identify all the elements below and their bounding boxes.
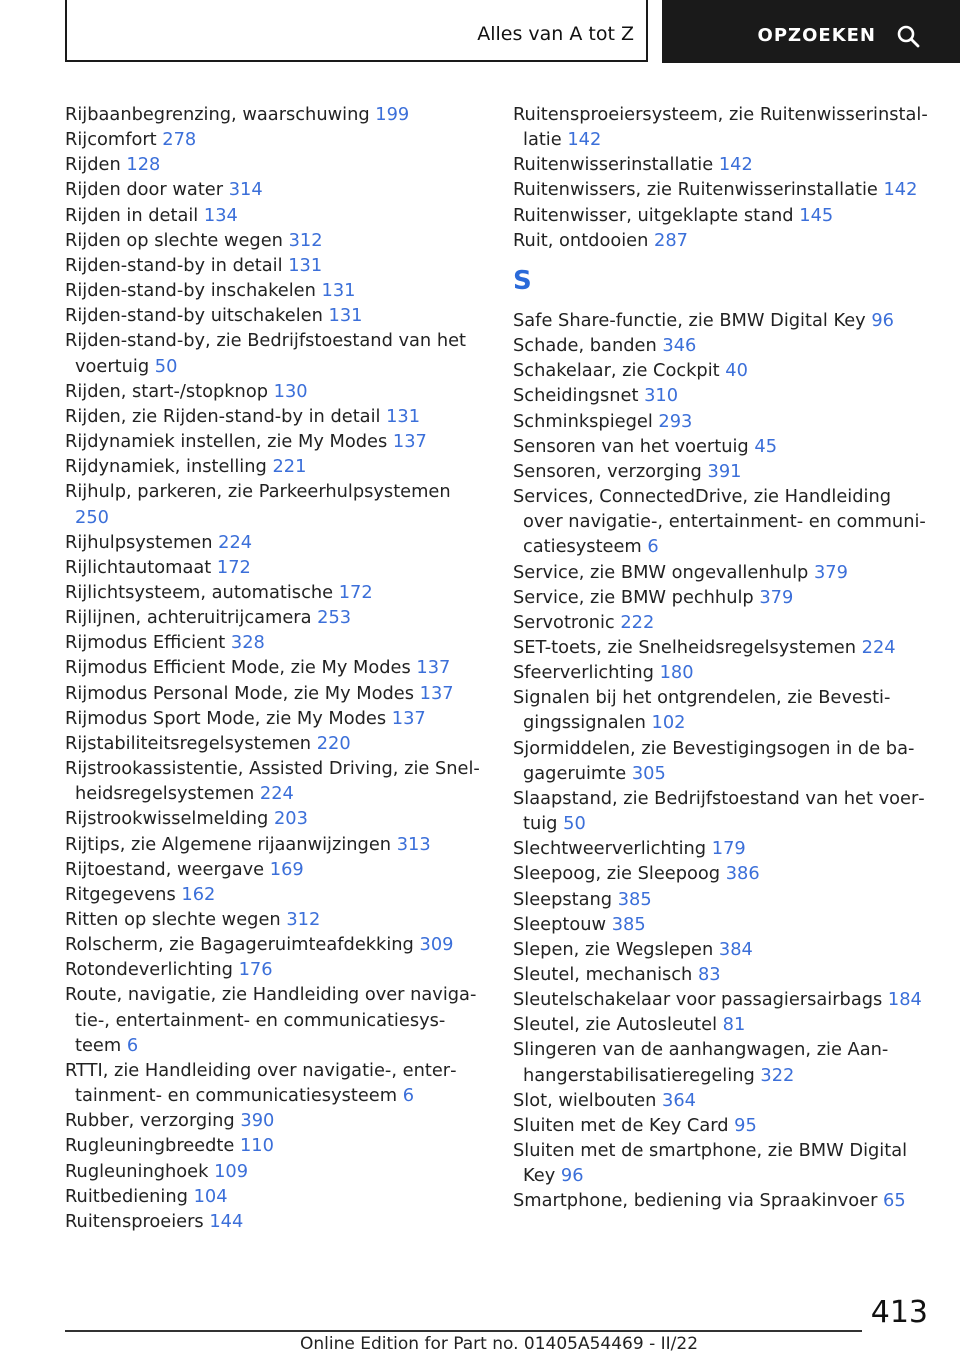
page-reference-link[interactable]: 95 [734,1114,757,1136]
index-entry-text: Sleepstang [513,888,618,910]
index-entry [513,987,928,1012]
page-reference-link[interactable]: 379 [813,561,848,583]
search-icon [896,24,920,52]
page-reference-link[interactable]: 6 [647,536,659,558]
index-entry-text: Rijden, zie Rijden-stand-by in detail [65,405,387,427]
page-reference-link[interactable]: 179 [711,838,746,860]
page-reference-link[interactable]: 137 [419,682,454,704]
index-entry [513,152,928,177]
index-entry-text: Rijhulp, parkeren, zie Parkeerhulpsystemen [65,481,451,503]
page-reference-link[interactable]: 102 [651,712,686,734]
page-reference-link[interactable]: 83 [697,964,721,985]
page-reference-link[interactable]: 50 [154,355,178,377]
index-entry-text: Rijhulpsystemen [65,531,219,553]
page-reference-link[interactable]: 162 [181,883,216,905]
index-entry-text: Rijdynamiek, instelling [65,456,273,478]
index-entry [513,660,928,685]
page-reference-link[interactable]: 137 [391,707,426,729]
index-entry-text: Sensoren, verzorging [513,460,708,482]
index-entry [65,932,485,957]
index-entry-text: Safe Share-functie, zie BMW Digital Key [513,309,872,331]
page-reference-link[interactable]: 222 [620,611,655,633]
page-reference-link[interactable]: 224 [218,531,253,553]
index-entry-text: Rijden-stand-by inschakelen [65,280,322,302]
page-reference-link[interactable]: 305 [631,762,666,784]
index-entry-text: Rijden-stand-by uitschakelen [65,305,329,327]
index-entry-text: Schminkspiegel [513,410,659,432]
page-reference-link[interactable]: 65 [883,1190,906,1212]
page-reference-link[interactable]: 134 [203,204,238,226]
index-entry-text: Ruitbediening [65,1185,194,1207]
page-reference-link[interactable]: 104 [193,1185,228,1207]
index-entry [513,962,928,987]
index-entry-text: Rugleuningbreedte [65,1135,240,1157]
page-reference-link[interactable]: 221 [272,456,307,478]
index-entry-text: Rijden-stand-by in detail [65,254,289,276]
page-reference-link[interactable]: 131 [328,305,363,327]
index-entry-text: Rijden-stand-by, zie Bedrijfstoestand van het voertuig [65,330,467,377]
index-entry [513,736,928,786]
page-reference-link[interactable]: 145 [799,204,834,226]
page-reference-link[interactable]: 180 [659,662,694,684]
index-entry [513,1188,928,1213]
index-entry [513,383,928,408]
index-entry-text: Sleutel, zie Autosleutel [513,1014,723,1036]
index-entry-text: Service, zie BMW ongevallenhulp [513,561,814,583]
index-entry [513,1138,928,1188]
index-entry-text: SET-toets, zie Snelheidsregelsystemen [513,636,862,658]
page-reference-link[interactable]: 386 [725,863,760,885]
index-entry [513,786,928,836]
index-entry [65,404,485,429]
index-entry-text: Ruitenwisserinstallatie [513,154,719,176]
index-entry [65,882,485,907]
page-reference-link[interactable]: 45 [754,435,778,457]
index-entry-text: Rijstrookassistentie, Assisted Driving, zie Snelheidsregelsystemen [65,758,480,805]
index-entry [513,102,928,152]
index-entry [513,1012,928,1037]
index-entry-text: Slingeren van de aanhangwagen, zie Aanhangerstabilisatieregeling [513,1039,889,1086]
index-entry [513,937,928,962]
page-reference-link[interactable]: 96 [871,309,894,331]
index-entry [65,479,485,529]
page-reference-link[interactable]: 379 [759,586,794,608]
index-entry-text: Slechtweerverlichting [513,838,712,860]
page-reference-link[interactable]: 137 [392,431,427,453]
index-entry [513,1037,928,1087]
index-entry [65,127,485,152]
index-entry [65,957,485,982]
page-reference-link[interactable]: 184 [887,989,922,1011]
index-entry [65,203,485,228]
index-entry [65,907,485,932]
page-reference-link[interactable]: 6 [126,1034,139,1056]
page-reference-link[interactable]: 328 [230,632,265,654]
index-entry [65,580,485,605]
index-entry-text: Rolscherm, zie Bagageruimteafdekking [65,934,420,956]
index-entry [513,635,928,660]
page-reference-link[interactable]: 172 [216,556,251,578]
index-entry [65,731,485,756]
index-entry-text: Sluiten met de smartphone, zie BMW Digital Key [513,1140,908,1187]
index-entry [65,832,485,857]
page-reference-link[interactable]: 385 [617,888,652,910]
index-entry-text: Route, navigatie, zie Handleiding over navigatie-, entertainment- en communicatiesysteem [65,984,477,1056]
page-reference-link[interactable]: 322 [760,1064,795,1086]
index-entry [65,278,485,303]
index-entry-text: Rijden in detail [65,204,204,226]
index-entry [513,610,928,635]
page-reference-link[interactable]: 40 [725,360,748,382]
index-entry-text: Rubber, verzorging [65,1110,241,1132]
index-entry [513,434,928,459]
page-reference-link[interactable]: 293 [658,410,693,432]
index-entry-text: Rijmodus Efficient [65,632,231,654]
index-entry-text: Sjormiddelen, zie Bevestigingsogen in de bagageruimte [513,737,915,784]
page-reference-link[interactable]: 314 [228,179,263,201]
page-reference-link[interactable]: 50 [563,813,586,835]
index-entry [65,1058,485,1108]
page-reference-link[interactable]: 128 [126,154,161,176]
page-reference-link[interactable]: 346 [662,335,697,357]
index-entry [65,555,485,580]
index-entry [65,429,485,454]
index-entry-text: Rijtoestand, weergave [65,858,270,880]
index-entry [513,358,928,383]
page-reference-link[interactable]: 364 [662,1089,696,1111]
index-entry-text: Ruitensproeiersysteem, zie Ruitenwisserinstallatie [513,104,928,151]
page-reference-link[interactable]: 312 [288,229,323,251]
index-entry [513,333,928,358]
index-entry-text: Ruit, ontdooien [513,229,655,251]
index-entry [65,756,485,806]
index-entry-text: Sensoren van het voertuig [513,435,755,457]
index-entry-text: Rijden [65,154,127,176]
index-entry-text: Ritten op slechte wegen [65,909,287,930]
index-entry [513,177,928,202]
index-entry [513,1113,928,1138]
edition-text: Online Edition for Part no. 01405A54469 - II/22 [300,1334,699,1354]
index-entry [513,203,928,228]
index-entry-text: Schade, banden [513,335,663,357]
index-entry [513,585,928,610]
index-entry [65,328,485,378]
index-column-right [513,102,928,1214]
index-entry [513,836,928,861]
index-entry [513,887,928,912]
page-reference-link[interactable]: 220 [316,732,351,754]
index-entry-text: Sleeptouw [513,913,612,935]
section-letter-heading: S [513,265,532,296]
index-entry [65,228,485,253]
page-reference-link[interactable]: 131 [386,405,421,427]
index-entry [513,228,928,253]
index-entry-text: Rijdynamiek instellen, zie My Modes [65,431,393,453]
page-reference-link[interactable]: 81 [722,1014,746,1036]
index-entry [513,685,928,735]
page-reference-link[interactable]: 130 [273,380,308,402]
section-tab[interactable] [65,0,648,62]
index-entry-text: Sleutel, mechanisch [513,964,698,985]
index-entry-text: Rijmodus Sport Mode, zie My Modes [65,707,392,729]
page-reference-link[interactable]: 144 [209,1210,244,1232]
page-reference-link[interactable]: 199 [375,104,410,125]
page-reference-link[interactable]: 172 [338,581,373,603]
index-entry [65,379,485,404]
index-entry-text: Signalen bij het ontgrendelen, zie Bevestigingssignalen [513,687,891,734]
page-reference-link[interactable]: 309 [419,934,454,956]
page-reference-link[interactable]: 253 [317,607,352,629]
page-reference-link[interactable]: 176 [238,959,273,981]
page-reference-link[interactable]: 391 [707,460,742,482]
section-title: Alles van A tot Z [477,23,634,45]
page-reference-link[interactable]: 312 [286,909,321,930]
page-header [0,0,960,66]
index-entry-text: Slepen, zie Wegslepen [513,938,719,960]
page-reference-link[interactable]: 137 [416,657,451,679]
index-entry-text: Ritgegevens [65,883,182,905]
index-entry [513,1088,928,1113]
lookup-tab[interactable] [662,0,960,63]
index-entry-text: Rijmodus Efficient Mode, zie My Modes [65,657,417,679]
index-entry-text: Rotondeverlichting [65,959,239,981]
page-reference-link[interactable]: 390 [240,1110,275,1132]
index-entry-text: Rijlijnen, achteruitrijcamera [65,607,318,629]
index-entry [513,912,928,937]
index-entry [65,1159,485,1184]
index-entry-text: Smartphone, bediening via Spraakinvoer [513,1190,884,1212]
index-entry-text: Sleutelschakelaar voor passagiersairbags [513,989,888,1011]
index-entry-text: Rijcomfort [65,129,163,151]
index-entry-text: RTTI, zie Handleiding over navigatie-, entertainment- en communicatiesysteem [65,1059,457,1107]
page-reference-link[interactable]: 385 [611,913,646,935]
page-reference-link[interactable]: 224 [259,783,294,805]
footer-divider [65,1330,862,1332]
index-entry-text: Rijmodus Personal Mode, zie My Modes [65,682,420,704]
index-entry-text: Ruitenwisser, uitgeklapte stand [513,204,800,226]
index-entry-text: Services, ConnectedDrive, zie Handleiding over navigatie-, entertainment- en communicatiesysteem [513,486,926,558]
page-reference-link[interactable]: 142 [567,129,602,151]
index-column-left [65,102,485,1234]
index-entry [65,857,485,882]
index-entry [513,560,928,585]
index-entry [65,706,485,731]
index-entry-text: Rijstrookwisselmelding [65,808,274,830]
page-reference-link[interactable]: 131 [288,254,323,276]
index-entry-text: Rijlichtsysteem, automatische [65,581,339,603]
index-entry [513,459,928,484]
page-reference-link[interactable]: 6 [402,1085,415,1107]
index-entry-text: Ruitenwissers, zie Ruitenwisserinstallatie [513,179,884,201]
index-entry-text: Rijden op slechte wegen [65,229,289,251]
lookup-label: OPZOEKEN [757,25,876,46]
index-entry-text: Slaapstand, zie Bedrijfstoestand van het voertuig [513,787,925,835]
index-entry-text: Rijden door water [65,179,229,201]
page-reference-link[interactable]: 250 [75,506,109,528]
index-entry-text: Schakelaar, zie Cockpit [513,360,726,382]
index-entry [65,806,485,831]
index-entry-text: Slot, wielbouten [513,1089,663,1111]
index-entry [65,177,485,202]
index-entry-text: Service, zie BMW pechhulp [513,586,760,608]
index-entry [65,681,485,706]
index-entry-text: Rijtips, zie Algemene rijaanwijzingen [65,833,397,855]
page-reference-link[interactable]: 142 [718,154,753,176]
index-entry-text: Rugleuninghoek [65,1160,215,1182]
index-entry-text: Servotronic [513,611,621,633]
index-entry [65,530,485,555]
page-reference-link[interactable]: 110 [239,1135,274,1157]
index-entry [65,630,485,655]
index-entry [65,982,485,1057]
index-entry [513,484,928,559]
index-entry-text: Rijbaanbegrenzing, waarschuwing [65,104,376,125]
index-entry [65,1209,485,1234]
index-entry [65,1184,485,1209]
index-entry [65,655,485,680]
page-reference-link[interactable]: 96 [560,1165,584,1187]
index-entry-text: Sfeerverlichting [513,662,660,684]
index-entry [65,102,485,127]
page-reference-link[interactable]: 142 [883,179,918,201]
index-entry [65,605,485,630]
index-entry [65,454,485,479]
index-entry-text: Rijlichtautomaat [65,556,217,578]
page-reference-link[interactable]: 131 [321,280,356,302]
index-entry [65,152,485,177]
index-entry-text: Scheidingsnet [513,385,645,407]
page-reference-link[interactable]: 310 [644,385,679,407]
index-entry [513,409,928,434]
page-reference-link[interactable]: 109 [214,1160,249,1182]
page-reference-link[interactable]: 384 [718,938,753,960]
index-entry [65,253,485,278]
index-entry-text: Rijden, start-/stopknop [65,380,274,402]
page-reference-link[interactable]: 287 [654,229,688,251]
index-entry-text: Sleepoog, zie Sleepoog [513,863,726,885]
page-reference-link[interactable]: 313 [396,833,431,855]
index-entry [65,303,485,328]
page-number: 413 [870,1295,928,1330]
page-reference-link[interactable]: 203 [273,808,308,830]
page-reference-link[interactable]: 169 [269,858,304,880]
page-reference-link[interactable]: 224 [861,636,896,658]
index-entry [513,861,928,886]
index-entry [513,308,928,333]
index-entry-text: Ruitensproeiers [65,1210,210,1232]
index-entry-text: Rijstabiliteitsregelsystemen [65,732,317,754]
index-entry [65,1108,485,1133]
page-reference-link[interactable]: 278 [162,129,197,151]
index-entry-text: Sluiten met de Key Card [513,1114,735,1136]
index-entry [65,1133,485,1158]
